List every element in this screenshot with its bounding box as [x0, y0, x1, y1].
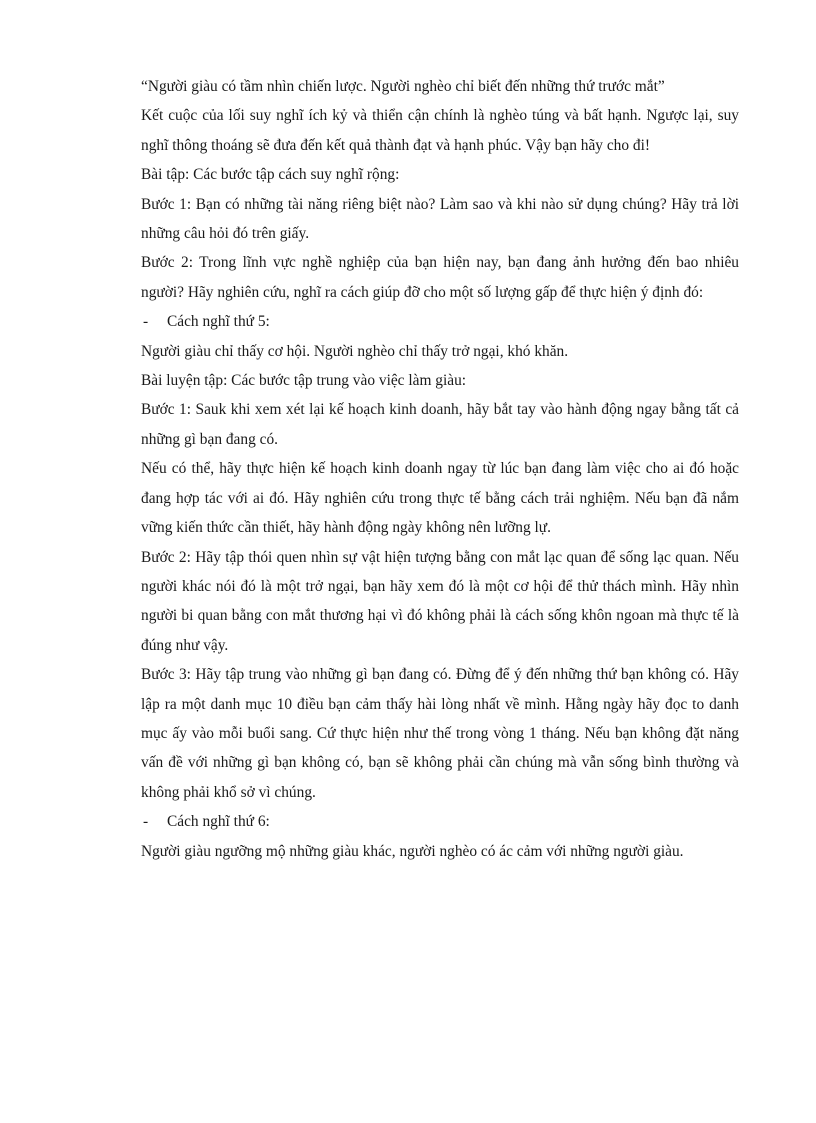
quote-paragraph: “Người giàu có tầm nhìn chiến lược. Người nghèo chỉ biết đến những thứ trước mắt”: [141, 78, 665, 95]
bullet-text: Cách nghĩ thứ 5:: [167, 313, 270, 331]
body-paragraph: Người giàu chỉ thấy cơ hội. Người nghèo chỉ thấy trở ngại, khó khăn.: [141, 342, 569, 360]
exercise-heading: Bài luyện tập: Các bước tập trung vào việc làm giàu:: [141, 372, 467, 390]
bullet-item: [141, 807, 739, 836]
bullet-text: Cách nghĩ thứ 6:: [167, 813, 270, 831]
body-paragraph: Người giàu ngưỡng mộ những giàu khác, người nghèo có ác cảm với những người giàu.: [141, 842, 684, 860]
step-paragraph: Bước 2: Trong lĩnh vực nghề nghiệp của bạn hiện nay, bạn đang ảnh hưởng đến bao nhiêu người? Hãy nghiên cứu, nghĩ ra cách giúp đỡ cho một số lượng gấp để thực hiện ý định đó:: [141, 254, 739, 301]
step-paragraph: Bước 1: Bạn có những tài năng riêng biệt nào? Làm sao và khi nào sử dụng chúng? Hãy trả lời những câu hỏi đó trên giấy.: [141, 195, 739, 243]
body-paragraph: Kết cuộc của lối suy nghĩ ích kỷ và thiển cận chính là nghèo túng và bất hạnh. Ngược lại, suy nghĩ thông thoáng sẽ đưa đến kết quả thành đạt và hạnh phúc. Vậy bạn hãy cho đi!: [141, 107, 739, 154]
document-page: [141, 72, 739, 866]
bullet-item: [141, 307, 739, 336]
body-paragraph: Nếu có thể, hãy thực hiện kế hoạch kinh doanh ngay từ lúc bạn đang làm việc cho ai đó hoặc đang hợp tác với ai đó. Hãy nghiên cứu trong thực tế bằng cách trải nghiệm. Nếu bạn đã nắm vững kiến thức cần thiết, hãy hành động ngày không nên lưỡng lự.: [141, 460, 739, 537]
step-paragraph: Bước 2: Hãy tập thói quen nhìn sự vật hiện tượng bằng con mắt lạc quan để sống lạc quan. Nếu người khác nói đó là một trở ngại, bạn hãy xem đó là một cơ hội để thử thách mình. Hãy nhìn người bi quan bằng con mắt thương hại vì đó không phải là cách sống khôn ngoan mà thực tế là đúng như vậy.: [141, 548, 739, 654]
step-paragraph: Bước 1: Sauk khi xem xét lại kế hoạch kinh doanh, hãy bắt tay vào hành động ngay bằng tất cả những gì bạn đang có.: [141, 401, 739, 448]
bullet-marker: -: [143, 313, 149, 331]
bullet-marker: -: [143, 813, 149, 831]
exercise-heading: Bài tập: Các bước tập cách suy nghĩ rộng:: [141, 166, 400, 184]
step-paragraph: Bước 3: Hãy tập trung vào những gì bạn đang có. Đừng để ý đến những thứ bạn không có. Hãy lập ra một danh mục 10 điều bạn cảm thấy hài lòng nhất về mình. Hằng ngày hãy đọc to danh mục ấy vào mỗi buổi sang. Cứ thực hiện như thế trong vòng 1 tháng. Nếu bạn không đặt năng vấn đề với những gì bạn không có, bạn sẽ không phải cần chúng mà vẫn sống bình thường và không phải khổ sở vì chúng.: [141, 666, 739, 801]
